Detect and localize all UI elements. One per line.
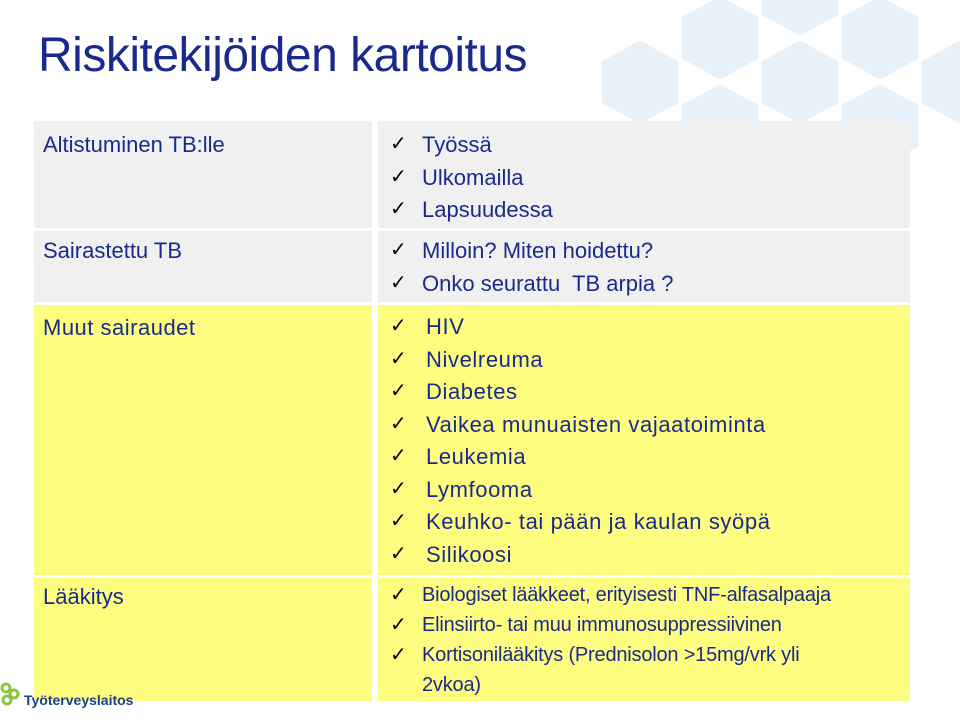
table-row-other-diseases [34,305,910,575]
check-mark-icon: ✓ [390,542,407,565]
list-item: ✓ Vaikea munuaisten vajaatoiminta [390,409,771,442]
list-item: ✓ Onko seurattu TB arpia ? [390,268,674,301]
list-item: ✓ Työssä [390,129,553,162]
check-mark-icon: ✓ [390,239,407,261]
check-mark-icon: ✓ [390,315,407,337]
list-item: ✓ Elinsiirto- tai muu immunosuppressiivinen [390,610,831,640]
list-item: ✓ Kortisonilääkitys (Prednisolon >15mg/vrk yli [390,640,831,670]
check-mark-icon: ✓ [390,380,407,402]
check-mark-icon: ✓ [390,584,407,606]
check-mark-icon: ✓ [390,510,407,532]
list-item-continuation: 2vkoa) [422,674,481,696]
check-mark-icon: ✓ [390,412,407,435]
row-label: Lääkitys [43,584,124,609]
list-item: ✓ Leukemia [390,441,771,474]
row-label-cell [34,231,372,302]
row-label: Sairastettu TB [43,238,182,263]
logo-mark-icon [0,680,24,720]
check-mark-icon: ✓ [390,133,407,155]
check-mark-icon: ✓ [390,477,407,500]
row-label: Muut sairaudet [43,315,196,340]
list-item: ✓ Nivelreuma [390,344,771,377]
check-mark-icon: ✓ [390,445,407,467]
check-mark-icon: ✓ [390,198,407,220]
row-label-cell [34,305,372,575]
list-item: ✓ HIV [390,311,771,344]
check-mark-icon: ✓ [390,644,407,666]
list-item: ✓ Ulkomailla [390,162,553,195]
table-row-exposure [34,121,910,228]
table-row-medication [34,578,910,701]
company-logo [0,680,140,727]
list-item: ✓ Milloin? Miten hoidettu? [390,235,674,268]
list-item: ✓ Keuhko- tai pään ja kaulan syöpä [390,506,771,539]
risk-factor-table [34,121,910,701]
list-item: ✓ Diabetes [390,376,771,409]
row-content-cell [378,231,910,302]
check-mark-icon: ✓ [390,271,407,294]
list-item: ✓ Lymfooma [390,474,771,507]
check-mark-icon: ✓ [390,347,407,370]
page-title: Riskitekijöiden kartoitus [38,29,528,82]
list-item: ✓ Biologiset lääkkeet, erityisesti TNF-alfasalpaaja [390,580,831,610]
row-content-cell [378,578,910,701]
row-content-cell [378,305,910,575]
logo-text: Työterveyslaitos [24,692,134,708]
table-row-previous-tb [34,231,910,302]
row-label: Altistuminen TB:lle [43,132,225,157]
row-content-cell [378,121,910,228]
row-label-cell [34,121,372,228]
check-mark-icon: ✓ [390,165,407,188]
list-item: ✓ Lapsuudessa [390,194,553,227]
check-mark-icon: ✓ [390,614,407,636]
list-item: ✓ Silikoosi [390,539,771,572]
